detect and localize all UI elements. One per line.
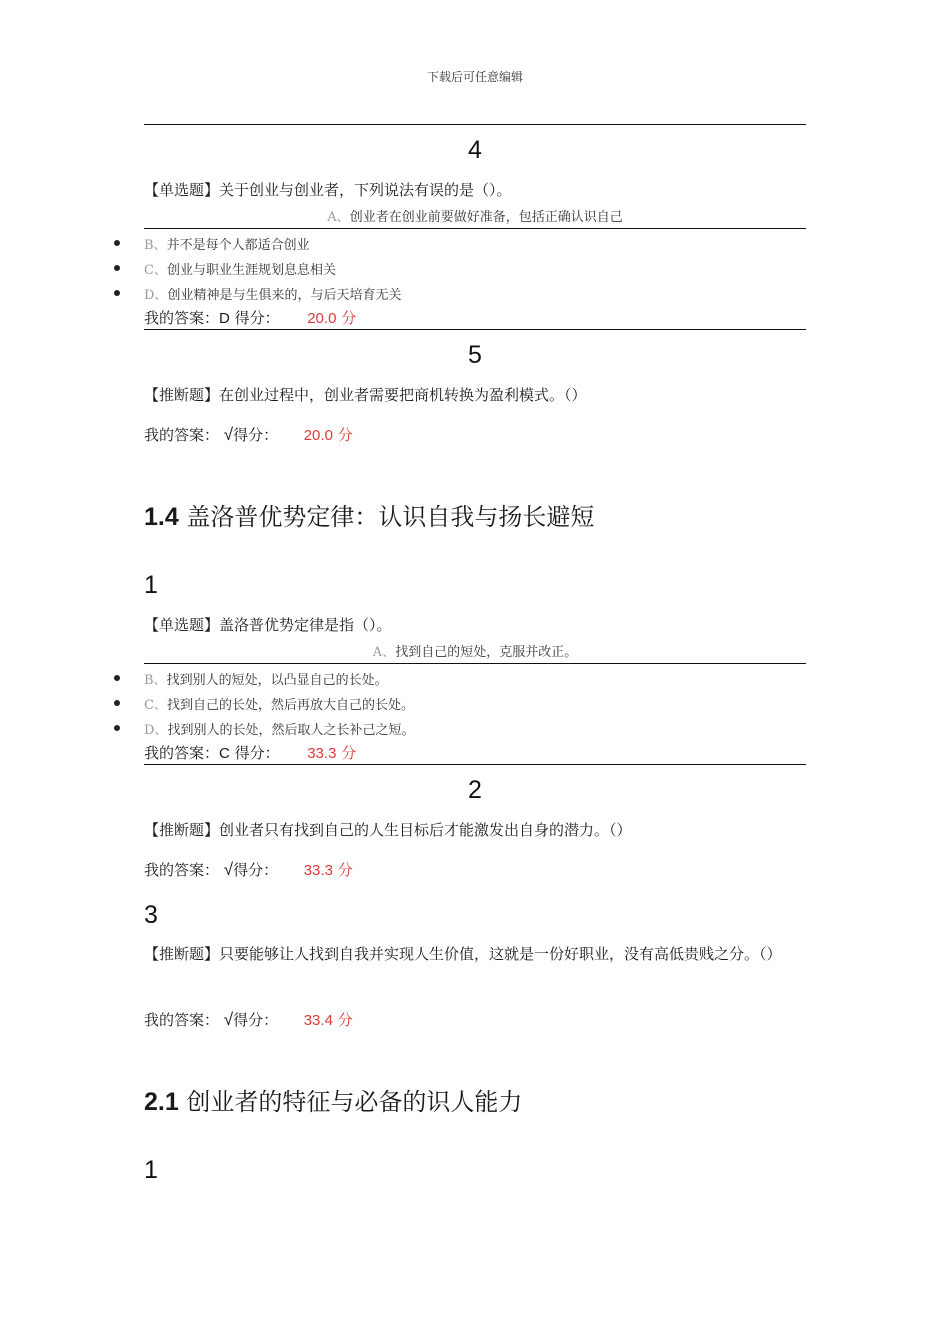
score-label: 得分： xyxy=(234,744,280,762)
answer-label: 我的答案： xyxy=(144,426,220,444)
option-text: 创业与职业生涯规划息息相关 xyxy=(166,263,336,278)
divider-rule xyxy=(144,764,806,765)
answer-value: D xyxy=(219,310,230,327)
answer-line xyxy=(144,424,353,445)
answer-value: √ xyxy=(223,860,234,879)
option-letter: B、 xyxy=(144,238,167,253)
option-text: 找到自己的长处，然后再放大自己的长处。 xyxy=(166,698,414,713)
option-text: 创业者在创业前要做好准备，包括正确认识自己 xyxy=(349,210,623,225)
option-letter: A、 xyxy=(372,645,396,660)
divider-rule xyxy=(144,329,806,330)
score-unit: 分 xyxy=(337,427,353,444)
option-text: 找到自己的短处，克服并改正。 xyxy=(395,645,578,660)
option-letter: D、 xyxy=(144,288,168,303)
bullet-icon xyxy=(114,290,120,296)
option-b[interactable] xyxy=(144,669,388,688)
answer-value: √ xyxy=(223,1010,234,1029)
question-stem: 【推断题】在创业过程中，创业者需要把商机转换为盈利模式。（） xyxy=(144,386,587,404)
divider-rule xyxy=(144,124,806,125)
answer-label: 我的答案： xyxy=(144,861,220,879)
option-letter: D、 xyxy=(144,723,168,738)
section-title: 盖洛普优势定律：认识自我与扬长避短 xyxy=(186,503,595,531)
section-number: 2.1 xyxy=(144,1088,179,1116)
bullet-icon xyxy=(114,675,120,681)
bullet-icon xyxy=(114,700,120,706)
question-number: 1 xyxy=(144,1156,158,1184)
option-c[interactable] xyxy=(144,259,336,278)
question-number: 4 xyxy=(468,136,482,164)
score-unit: 分 xyxy=(341,310,357,327)
answer-label: 我的答案： xyxy=(144,744,220,762)
answer-label: 我的答案： xyxy=(144,309,220,327)
question-number: 5 xyxy=(468,341,482,369)
score-value: 20.0 xyxy=(307,310,337,327)
option-a[interactable] xyxy=(144,641,806,660)
section-title: 创业者的特征与必备的识人能力 xyxy=(186,1088,523,1116)
score-unit: 分 xyxy=(337,862,353,879)
option-d[interactable] xyxy=(144,284,401,303)
answer-value: C xyxy=(219,745,230,762)
answer-line xyxy=(144,307,356,328)
option-letter: A、 xyxy=(327,210,350,225)
answer-value: √ xyxy=(223,425,234,444)
question-number: 3 xyxy=(144,901,158,929)
score-label: 得分： xyxy=(233,861,279,879)
score-unit: 分 xyxy=(337,1012,353,1029)
score-value: 33.3 xyxy=(307,745,337,762)
question-number: 1 xyxy=(144,571,158,599)
score-value: 20.0 xyxy=(303,427,333,444)
option-text: 找到别人的短处，以凸显自己的长处。 xyxy=(166,673,388,688)
option-letter: C、 xyxy=(144,698,167,713)
option-c[interactable] xyxy=(144,694,414,713)
option-text: 创业精神是与生俱来的，与后天培育无关 xyxy=(167,288,402,303)
section-heading xyxy=(144,1082,522,1117)
answer-line xyxy=(144,1009,353,1030)
option-text: 找到别人的长处，然后取人之长补己之短。 xyxy=(167,723,415,738)
bullet-icon xyxy=(114,240,120,246)
question-number: 2 xyxy=(468,776,482,804)
answer-label: 我的答案： xyxy=(144,1011,220,1029)
bullet-icon xyxy=(114,265,120,271)
answer-line xyxy=(144,742,356,763)
option-text: 并不是每个人都适合创业 xyxy=(166,238,310,253)
bullet-icon xyxy=(114,725,120,731)
question-stem: 【单选题】关于创业与创业者，下列说法有误的是（）。 xyxy=(144,181,512,199)
option-letter: B、 xyxy=(144,673,167,688)
score-value: 33.4 xyxy=(303,1012,333,1029)
question-stem: 【单选题】盖洛普优势定律是指（）。 xyxy=(144,616,392,634)
option-letter: C、 xyxy=(144,263,167,278)
score-label: 得分： xyxy=(233,426,279,444)
divider-rule xyxy=(144,228,806,229)
section-heading xyxy=(144,497,594,532)
option-a[interactable] xyxy=(144,206,806,225)
divider-rule xyxy=(144,663,806,664)
score-label: 得分： xyxy=(233,1011,279,1029)
score-label: 得分： xyxy=(234,309,280,327)
score-unit: 分 xyxy=(341,745,357,762)
page-header: 下载后可任意编辑 xyxy=(426,70,523,84)
score-value: 33.3 xyxy=(303,862,333,879)
question-stem: 【推断题】只要能够让人找到自我并实现人生价值，这就是一份好职业，没有高低贵贱之分。（） xyxy=(144,945,782,963)
section-number: 1.4 xyxy=(144,503,179,531)
option-d[interactable] xyxy=(144,719,414,738)
question-stem: 【推断题】创业者只有找到自己的人生目标后才能激发出自身的潜力。（） xyxy=(144,821,632,839)
option-b[interactable] xyxy=(144,234,310,253)
answer-line xyxy=(144,859,353,880)
